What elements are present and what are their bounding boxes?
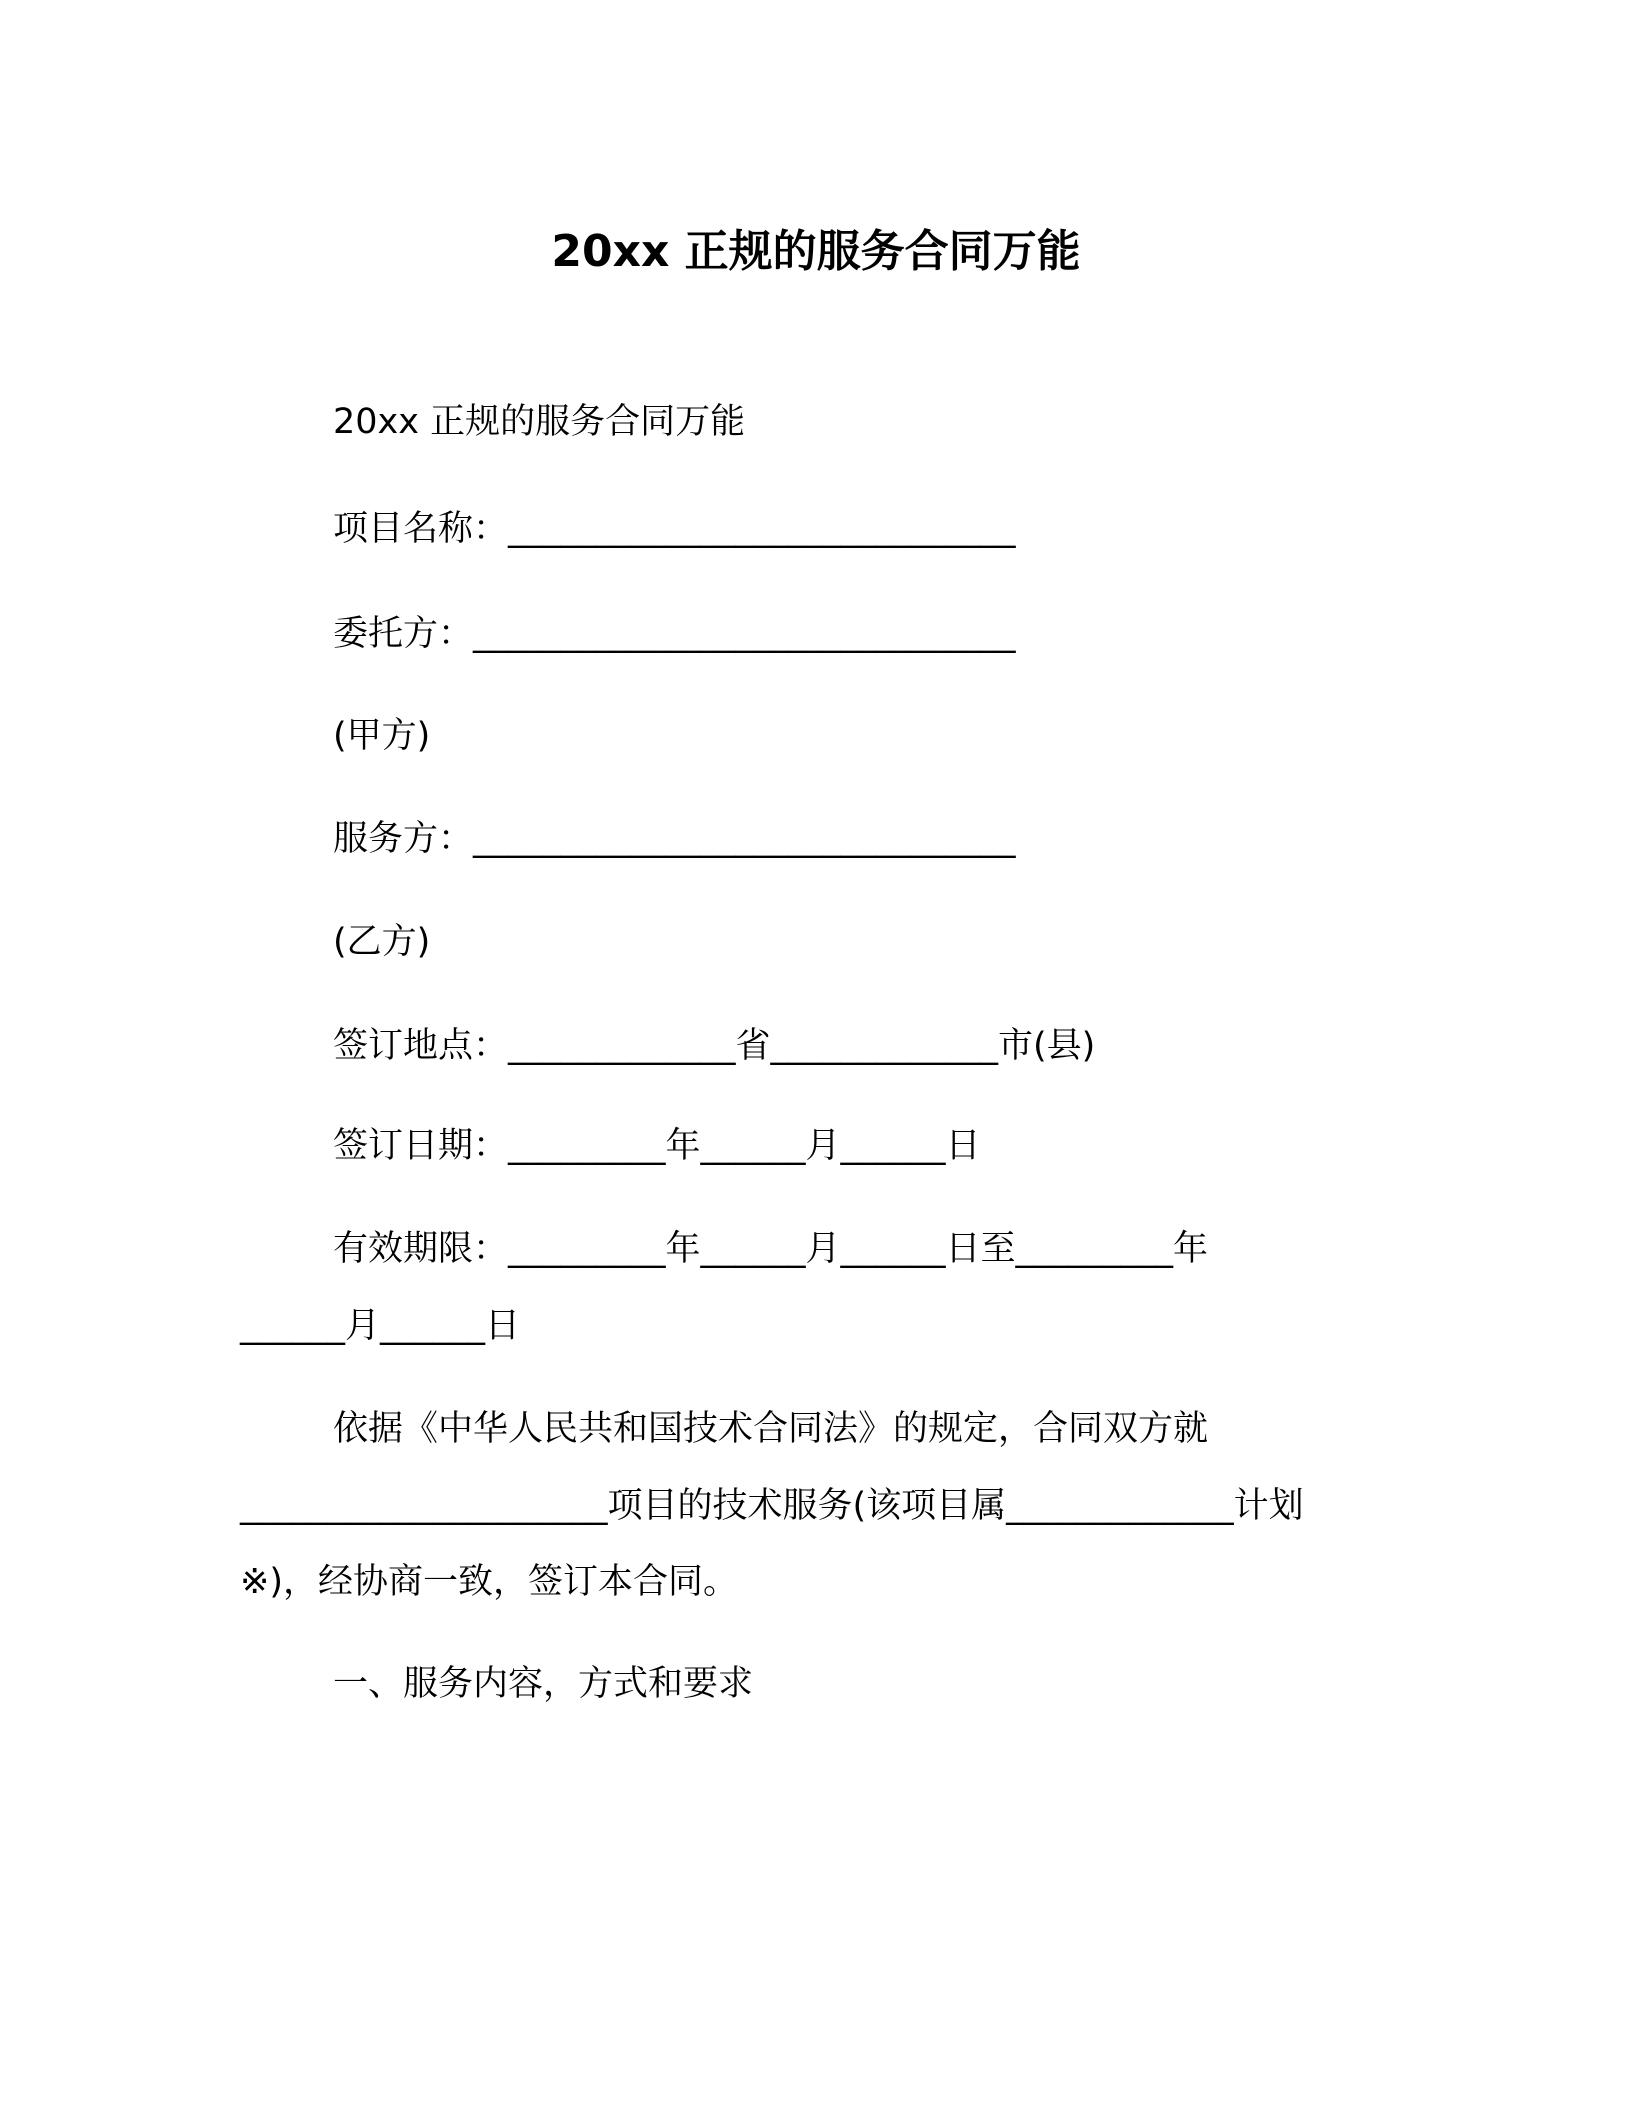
validity-period-line: 有效期限：_________年______月______日至_________年: [333, 1229, 1209, 1269]
document-title: 20xx 正规的服务合同万能: [551, 226, 1081, 277]
client-line: 委托方：_______________________________: [333, 614, 1016, 654]
basis-paragraph-line-3: ※)，经协商一致，签订本合同。: [240, 1562, 738, 1602]
validity-period-continuation: ______月______日: [240, 1306, 521, 1346]
basis-paragraph-line-1: 依据《中华人民共和国技术合同法》的规定，合同双方就: [333, 1409, 1209, 1449]
party-b-label: (乙方): [333, 922, 431, 962]
project-name-line: 项目名称：_____________________________: [333, 509, 1016, 549]
service-provider-line: 服务方：_______________________________: [333, 819, 1016, 859]
subtitle-line: 20xx 正规的服务合同万能: [333, 402, 746, 442]
section-heading-1: 一、服务内容，方式和要求: [333, 1664, 754, 1704]
basis-paragraph-line-2: _____________________项目的技术服务(该项目属_____________计划: [240, 1486, 1304, 1526]
signing-date-line: 签订日期：_________年______月______日: [333, 1126, 981, 1166]
signing-place-line: 签订地点：_____________省_____________市(县): [333, 1026, 1096, 1066]
party-a-label: (甲方): [333, 716, 431, 756]
